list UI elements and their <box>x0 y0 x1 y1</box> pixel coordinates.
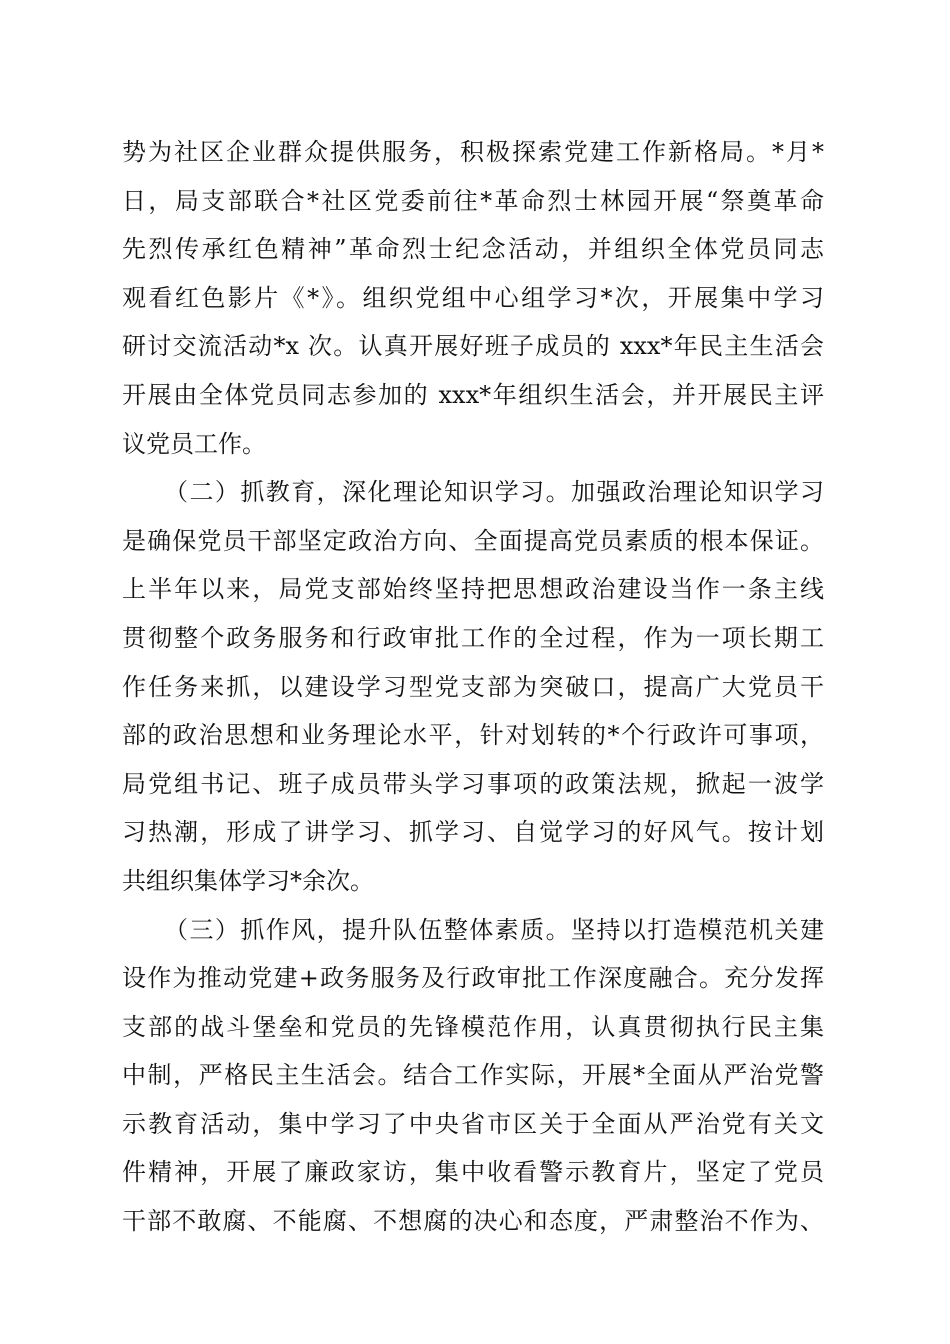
text-line: 设作为推动党建+政务服务及行政审批工作深度融合。充分发挥 <box>122 964 824 993</box>
text-line: 上半年以来，局党支部始终坚持把思想政治建设当作一条主线 <box>122 575 824 604</box>
text-line: 观看红色影片《*》。组织党组中心组学习*次，开展集中学习 <box>122 283 824 312</box>
text-line: 中制，严格民主生活会。结合工作实际，开展*全面从严治党警 <box>122 1061 824 1090</box>
text-line: 共组织集体学习*余次。 <box>122 866 374 895</box>
text-line: 支部的战斗堡垒和党员的先锋模范作用，认真贯彻执行民主集 <box>122 1012 824 1041</box>
text-line: 议党员工作。 <box>122 429 266 458</box>
text-line: 习热潮，形成了讲学习、抓学习、自觉学习的好风气。按计划 <box>122 818 824 847</box>
paragraph <box>122 468 824 905</box>
text-line: 先烈传承红色精神”革命烈士纪念活动，并组织全体党员同志 <box>122 235 824 264</box>
text-line: 件精神，开展了廉政家访，集中收看警示教育片，坚定了党员 <box>122 1158 824 1187</box>
text-line: 研讨交流活动*x 次。认真开展好班子成员的 xxx*年民主生活会 <box>122 332 824 361</box>
text-line: 日，局支部联合*社区党委前往*革命烈士林园开展“祭奠革命 <box>122 186 824 215</box>
text-line: 是确保党员干部坚定政治方向、全面提高党员素质的根本保证。 <box>122 526 824 555</box>
text-line: 势为社区企业群众提供服务，积极探索党建工作新格局。*月* <box>122 138 824 166</box>
text-line: 贯彻整个政务服务和行政审批工作的全过程，作为一项长期工 <box>122 623 824 652</box>
paragraph <box>122 128 824 468</box>
text-line: （三）抓作风，提升队伍整体素质。坚持以打造模范机关建 <box>164 915 824 944</box>
text-line: 开展由全体党员同志参加的 xxx*年组织生活会，并开展民主评 <box>122 380 824 409</box>
text-line: 作任务来抓，以建设学习型党支部为突破口，提高广大党员干 <box>122 672 824 701</box>
document-body <box>122 128 824 1246</box>
paragraph <box>122 906 824 1246</box>
text-line: 部的政治思想和业务理论水平，针对划转的*个行政许可事项， <box>122 721 824 750</box>
text-line: 示教育活动，集中学习了中央省市区关于全面从严治党有关文 <box>122 1109 824 1138</box>
text-line: 局党组书记、班子成员带头学习事项的政策法规，掀起一波学 <box>122 769 824 798</box>
text-line: （二）抓教育，深化理论知识学习。加强政治理论知识学习 <box>164 478 824 507</box>
text-line: 干部不敢腐、不能腐、不想腐的决心和态度，严肃整治不作为、 <box>122 1207 824 1236</box>
